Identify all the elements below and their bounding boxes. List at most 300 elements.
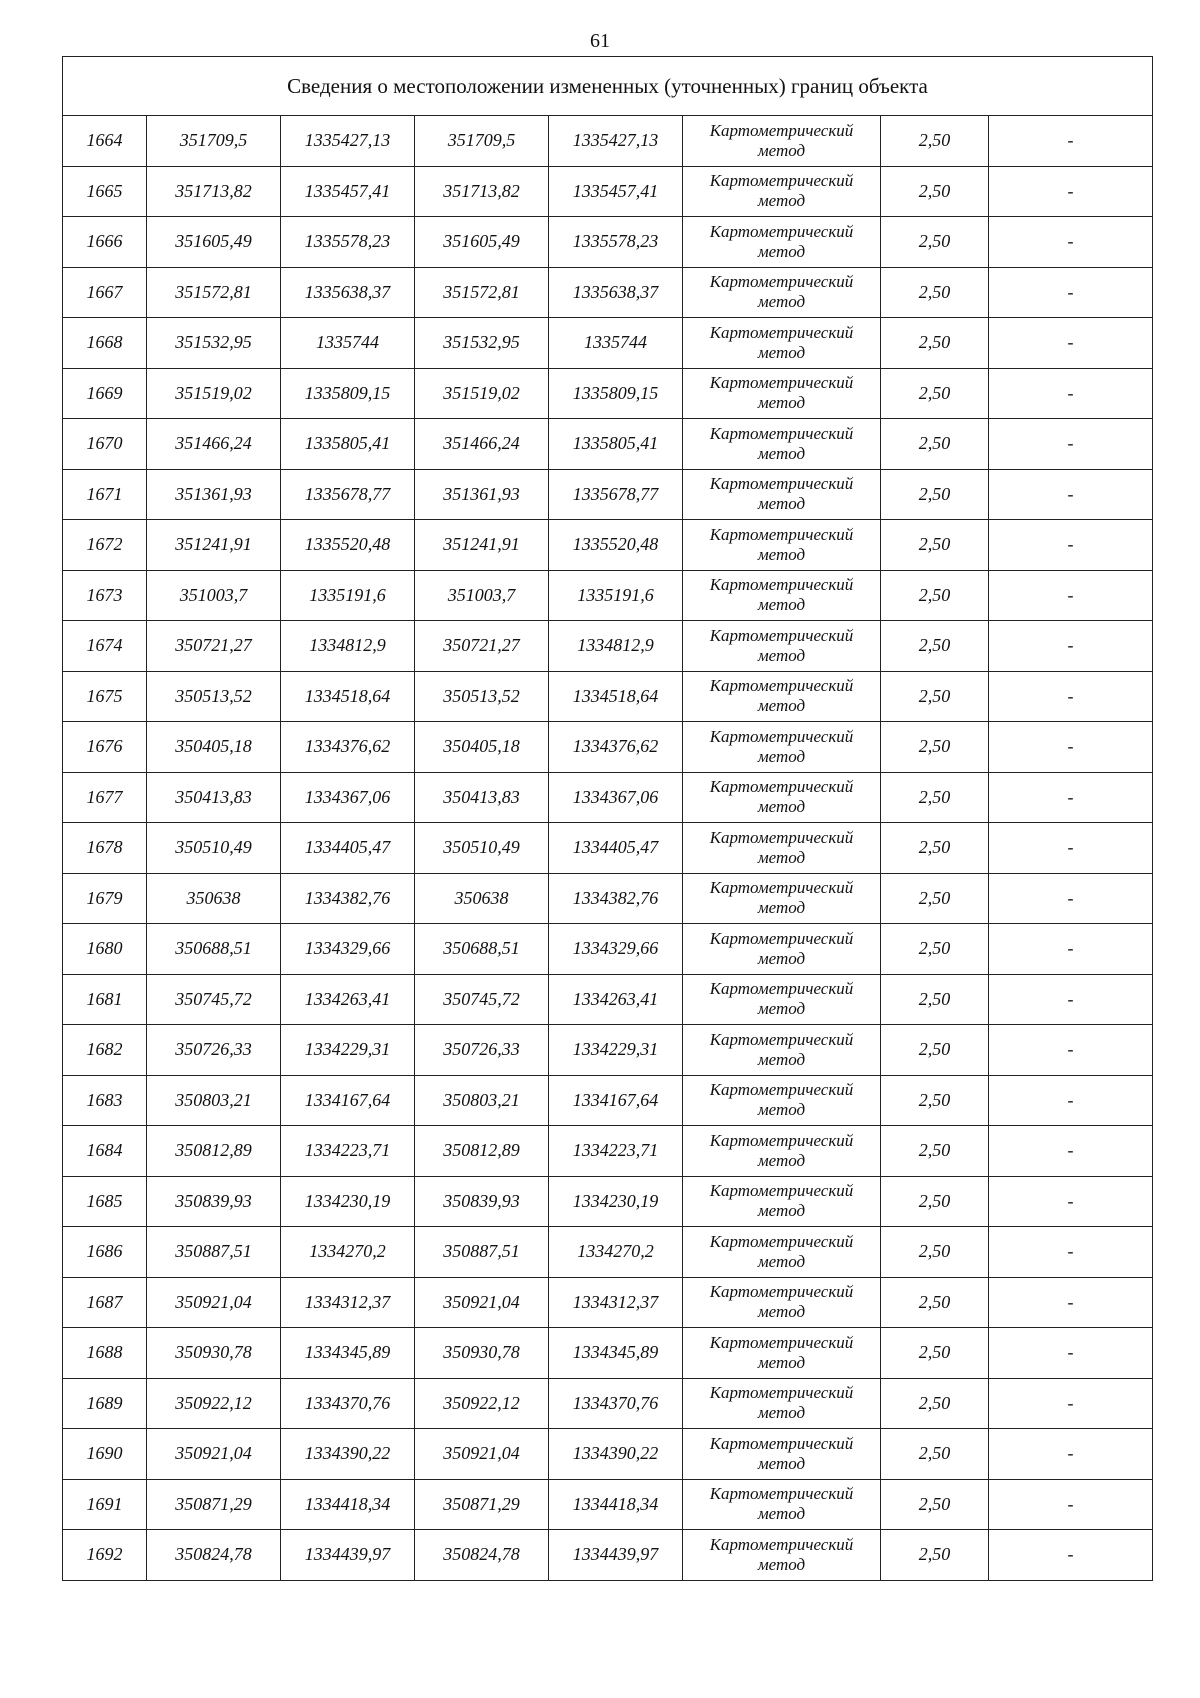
table-row bbox=[63, 166, 1153, 217]
y-new-cell: 1334382,76 bbox=[549, 873, 683, 924]
method-cell bbox=[683, 621, 881, 672]
y-new-cell: 1334270,2 bbox=[549, 1227, 683, 1278]
precision-cell: 2,50 bbox=[881, 520, 989, 571]
x-new-cell: 350930,78 bbox=[415, 1328, 549, 1379]
x-existing-cell: 350638 bbox=[147, 873, 281, 924]
method-cell bbox=[683, 1176, 881, 1227]
table-row bbox=[63, 1176, 1153, 1227]
x-new-cell: 350688,51 bbox=[415, 924, 549, 975]
method-line-1: Картометрический bbox=[709, 272, 854, 292]
description-cell: - bbox=[989, 318, 1153, 369]
method-line-1: Картометрический bbox=[709, 1484, 854, 1504]
x-existing-cell: 350745,72 bbox=[147, 974, 281, 1025]
x-new-cell: 350839,93 bbox=[415, 1176, 549, 1227]
method-line-1: Картометрический bbox=[709, 1332, 854, 1352]
y-new-cell: 1334167,64 bbox=[549, 1075, 683, 1126]
table-row bbox=[63, 419, 1153, 470]
method-line-1: Картометрический bbox=[709, 979, 854, 999]
method-cell bbox=[683, 1126, 881, 1177]
method-line-2: метод bbox=[757, 595, 806, 615]
method-line-1: Картометрический bbox=[709, 1181, 854, 1201]
x-existing-cell: 350839,93 bbox=[147, 1176, 281, 1227]
precision-cell: 2,50 bbox=[881, 823, 989, 874]
x-existing-cell: 350726,33 bbox=[147, 1025, 281, 1076]
description-cell: - bbox=[989, 621, 1153, 672]
y-new-cell: 1335809,15 bbox=[549, 368, 683, 419]
description-cell: - bbox=[989, 823, 1153, 874]
description-cell: - bbox=[989, 1530, 1153, 1581]
y-new-cell: 1334439,97 bbox=[549, 1530, 683, 1581]
point-number-cell: 1680 bbox=[63, 924, 147, 975]
point-number-cell: 1679 bbox=[63, 873, 147, 924]
description-cell: - bbox=[989, 1126, 1153, 1177]
method-line-1: Картометрический bbox=[709, 928, 854, 948]
y-new-cell: 1334263,41 bbox=[549, 974, 683, 1025]
y-new-cell: 1334229,31 bbox=[549, 1025, 683, 1076]
point-number-cell: 1686 bbox=[63, 1227, 147, 1278]
x-existing-cell: 350513,52 bbox=[147, 671, 281, 722]
point-number-cell: 1674 bbox=[63, 621, 147, 672]
description-cell: - bbox=[989, 1025, 1153, 1076]
y-new-cell: 1334223,71 bbox=[549, 1126, 683, 1177]
x-existing-cell: 350824,78 bbox=[147, 1530, 281, 1581]
method-line-2: метод bbox=[757, 948, 806, 968]
x-new-cell: 351713,82 bbox=[415, 166, 549, 217]
method-cell bbox=[683, 873, 881, 924]
table-row bbox=[63, 267, 1153, 318]
point-number-cell: 1692 bbox=[63, 1530, 147, 1581]
precision-cell: 2,50 bbox=[881, 1277, 989, 1328]
table-row bbox=[63, 1025, 1153, 1076]
method-line-2: метод bbox=[757, 1302, 806, 1322]
x-new-cell: 350745,72 bbox=[415, 974, 549, 1025]
y-existing-cell: 1334230,19 bbox=[281, 1176, 415, 1227]
boundary-coordinates-table bbox=[62, 56, 1153, 1581]
method-cell bbox=[683, 671, 881, 722]
y-existing-cell: 1334229,31 bbox=[281, 1025, 415, 1076]
point-number-cell: 1678 bbox=[63, 823, 147, 874]
method-cell bbox=[683, 166, 881, 217]
precision-cell: 2,50 bbox=[881, 419, 989, 470]
precision-cell: 2,50 bbox=[881, 722, 989, 773]
x-existing-cell: 350405,18 bbox=[147, 722, 281, 773]
y-new-cell: 1335457,41 bbox=[549, 166, 683, 217]
y-existing-cell: 1334439,97 bbox=[281, 1530, 415, 1581]
y-new-cell: 1334418,34 bbox=[549, 1479, 683, 1530]
precision-cell: 2,50 bbox=[881, 469, 989, 520]
x-existing-cell: 351003,7 bbox=[147, 570, 281, 621]
description-cell: - bbox=[989, 116, 1153, 167]
y-new-cell: 1334376,62 bbox=[549, 722, 683, 773]
x-existing-cell: 351466,24 bbox=[147, 419, 281, 470]
method-cell bbox=[683, 217, 881, 268]
y-existing-cell: 1334418,34 bbox=[281, 1479, 415, 1530]
method-line-1: Картометрический bbox=[709, 1534, 854, 1554]
description-cell: - bbox=[989, 1429, 1153, 1480]
precision-cell: 2,50 bbox=[881, 1176, 989, 1227]
y-existing-cell: 1335191,6 bbox=[281, 570, 415, 621]
precision-cell: 2,50 bbox=[881, 1530, 989, 1581]
x-existing-cell: 351605,49 bbox=[147, 217, 281, 268]
y-existing-cell: 1335457,41 bbox=[281, 166, 415, 217]
y-existing-cell: 1334270,2 bbox=[281, 1227, 415, 1278]
method-line-1: Картометрический bbox=[709, 1130, 854, 1150]
y-existing-cell: 1335744 bbox=[281, 318, 415, 369]
method-line-1: Картометрический bbox=[709, 171, 854, 191]
table-row bbox=[63, 1075, 1153, 1126]
table-title: Сведения о местоположении измененных (уточненных) границ объекта bbox=[63, 57, 1153, 116]
description-cell: - bbox=[989, 722, 1153, 773]
method-line-1: Картометрический bbox=[709, 625, 854, 645]
description-cell: - bbox=[989, 1328, 1153, 1379]
precision-cell: 2,50 bbox=[881, 166, 989, 217]
method-cell bbox=[683, 1025, 881, 1076]
precision-cell: 2,50 bbox=[881, 1227, 989, 1278]
point-number-cell: 1690 bbox=[63, 1429, 147, 1480]
description-cell: - bbox=[989, 1378, 1153, 1429]
x-existing-cell: 350922,12 bbox=[147, 1378, 281, 1429]
y-existing-cell: 1334376,62 bbox=[281, 722, 415, 773]
table-row bbox=[63, 772, 1153, 823]
precision-cell: 2,50 bbox=[881, 1378, 989, 1429]
y-existing-cell: 1334405,47 bbox=[281, 823, 415, 874]
table-row bbox=[63, 873, 1153, 924]
method-line-1: Картометрический bbox=[709, 676, 854, 696]
precision-cell: 2,50 bbox=[881, 1328, 989, 1379]
method-line-1: Картометрический bbox=[709, 827, 854, 847]
y-new-cell: 1335744 bbox=[549, 318, 683, 369]
method-line-2: метод bbox=[757, 696, 806, 716]
x-new-cell: 350510,49 bbox=[415, 823, 549, 874]
y-existing-cell: 1334263,41 bbox=[281, 974, 415, 1025]
method-line-2: метод bbox=[757, 342, 806, 362]
method-line-2: метод bbox=[757, 1352, 806, 1372]
x-existing-cell: 351709,5 bbox=[147, 116, 281, 167]
precision-cell: 2,50 bbox=[881, 570, 989, 621]
method-line-2: метод bbox=[757, 292, 806, 312]
description-cell: - bbox=[989, 924, 1153, 975]
description-cell: - bbox=[989, 570, 1153, 621]
table-row bbox=[63, 1328, 1153, 1379]
y-existing-cell: 1334223,71 bbox=[281, 1126, 415, 1177]
precision-cell: 2,50 bbox=[881, 772, 989, 823]
method-line-1: Картометрический bbox=[709, 726, 854, 746]
method-cell bbox=[683, 823, 881, 874]
method-cell bbox=[683, 772, 881, 823]
x-new-cell: 350638 bbox=[415, 873, 549, 924]
point-number-cell: 1684 bbox=[63, 1126, 147, 1177]
table-title-row bbox=[63, 57, 1153, 116]
method-line-1: Картометрический bbox=[709, 120, 854, 140]
method-line-2: метод bbox=[757, 1403, 806, 1423]
description-cell: - bbox=[989, 1075, 1153, 1126]
x-new-cell: 351532,95 bbox=[415, 318, 549, 369]
method-line-1: Картометрический bbox=[709, 878, 854, 898]
y-new-cell: 1335638,37 bbox=[549, 267, 683, 318]
y-existing-cell: 1334812,9 bbox=[281, 621, 415, 672]
x-existing-cell: 350510,49 bbox=[147, 823, 281, 874]
description-cell: - bbox=[989, 671, 1153, 722]
method-cell bbox=[683, 520, 881, 571]
description-cell: - bbox=[989, 1277, 1153, 1328]
description-cell: - bbox=[989, 267, 1153, 318]
point-number-cell: 1668 bbox=[63, 318, 147, 369]
precision-cell: 2,50 bbox=[881, 873, 989, 924]
y-new-cell: 1334312,37 bbox=[549, 1277, 683, 1328]
x-existing-cell: 351241,91 bbox=[147, 520, 281, 571]
y-new-cell: 1335805,41 bbox=[549, 419, 683, 470]
point-number-cell: 1664 bbox=[63, 116, 147, 167]
method-line-1: Картометрический bbox=[709, 474, 854, 494]
description-cell: - bbox=[989, 419, 1153, 470]
y-existing-cell: 1335638,37 bbox=[281, 267, 415, 318]
method-line-2: метод bbox=[757, 443, 806, 463]
y-existing-cell: 1334518,64 bbox=[281, 671, 415, 722]
method-cell bbox=[683, 267, 881, 318]
point-number-cell: 1666 bbox=[63, 217, 147, 268]
y-existing-cell: 1335520,48 bbox=[281, 520, 415, 571]
method-cell bbox=[683, 1227, 881, 1278]
method-line-1: Картометрический bbox=[709, 1433, 854, 1453]
y-new-cell: 1334812,9 bbox=[549, 621, 683, 672]
table-row bbox=[63, 1429, 1153, 1480]
y-new-cell: 1334345,89 bbox=[549, 1328, 683, 1379]
description-cell: - bbox=[989, 772, 1153, 823]
y-new-cell: 1334370,76 bbox=[549, 1378, 683, 1429]
point-number-cell: 1676 bbox=[63, 722, 147, 773]
method-line-1: Картометрический bbox=[709, 1282, 854, 1302]
y-new-cell: 1335520,48 bbox=[549, 520, 683, 571]
method-line-2: метод bbox=[757, 1150, 806, 1170]
y-existing-cell: 1335427,13 bbox=[281, 116, 415, 167]
method-line-2: метод bbox=[757, 1201, 806, 1221]
y-existing-cell: 1334345,89 bbox=[281, 1328, 415, 1379]
x-new-cell: 351241,91 bbox=[415, 520, 549, 571]
method-line-1: Картометрический bbox=[709, 221, 854, 241]
table-row bbox=[63, 520, 1153, 571]
method-cell bbox=[683, 974, 881, 1025]
y-existing-cell: 1335678,77 bbox=[281, 469, 415, 520]
point-number-cell: 1691 bbox=[63, 1479, 147, 1530]
method-line-1: Картометрический bbox=[709, 1080, 854, 1100]
description-cell: - bbox=[989, 1227, 1153, 1278]
method-line-2: метод bbox=[757, 898, 806, 918]
table-row bbox=[63, 924, 1153, 975]
precision-cell: 2,50 bbox=[881, 318, 989, 369]
description-cell: - bbox=[989, 217, 1153, 268]
method-line-2: метод bbox=[757, 241, 806, 261]
y-new-cell: 1335191,6 bbox=[549, 570, 683, 621]
method-cell bbox=[683, 318, 881, 369]
y-existing-cell: 1335805,41 bbox=[281, 419, 415, 470]
x-existing-cell: 351519,02 bbox=[147, 368, 281, 419]
y-existing-cell: 1334382,76 bbox=[281, 873, 415, 924]
x-existing-cell: 351532,95 bbox=[147, 318, 281, 369]
y-new-cell: 1334230,19 bbox=[549, 1176, 683, 1227]
description-cell: - bbox=[989, 368, 1153, 419]
x-new-cell: 350824,78 bbox=[415, 1530, 549, 1581]
precision-cell: 2,50 bbox=[881, 368, 989, 419]
method-cell bbox=[683, 116, 881, 167]
x-new-cell: 351572,81 bbox=[415, 267, 549, 318]
table-row bbox=[63, 974, 1153, 1025]
y-existing-cell: 1334329,66 bbox=[281, 924, 415, 975]
point-number-cell: 1665 bbox=[63, 166, 147, 217]
point-number-cell: 1671 bbox=[63, 469, 147, 520]
method-line-1: Картометрический bbox=[709, 524, 854, 544]
y-new-cell: 1335578,23 bbox=[549, 217, 683, 268]
method-line-2: метод bbox=[757, 645, 806, 665]
y-new-cell: 1334367,06 bbox=[549, 772, 683, 823]
precision-cell: 2,50 bbox=[881, 1126, 989, 1177]
table-row bbox=[63, 1227, 1153, 1278]
table-row bbox=[63, 1277, 1153, 1328]
method-line-2: метод bbox=[757, 999, 806, 1019]
table-row bbox=[63, 1378, 1153, 1429]
y-existing-cell: 1334312,37 bbox=[281, 1277, 415, 1328]
method-line-2: метод bbox=[757, 140, 806, 160]
table-row bbox=[63, 318, 1153, 369]
method-line-2: метод bbox=[757, 1100, 806, 1120]
y-existing-cell: 1334167,64 bbox=[281, 1075, 415, 1126]
point-number-cell: 1688 bbox=[63, 1328, 147, 1379]
point-number-cell: 1683 bbox=[63, 1075, 147, 1126]
description-cell: - bbox=[989, 166, 1153, 217]
method-line-2: метод bbox=[757, 1504, 806, 1524]
precision-cell: 2,50 bbox=[881, 217, 989, 268]
y-existing-cell: 1334367,06 bbox=[281, 772, 415, 823]
point-number-cell: 1672 bbox=[63, 520, 147, 571]
method-cell bbox=[683, 1328, 881, 1379]
table-row bbox=[63, 368, 1153, 419]
x-existing-cell: 350871,29 bbox=[147, 1479, 281, 1530]
x-new-cell: 351709,5 bbox=[415, 116, 549, 167]
table-row bbox=[63, 671, 1153, 722]
x-new-cell: 350726,33 bbox=[415, 1025, 549, 1076]
method-line-2: метод bbox=[757, 1049, 806, 1069]
x-existing-cell: 350921,04 bbox=[147, 1429, 281, 1480]
method-cell bbox=[683, 469, 881, 520]
y-new-cell: 1334390,22 bbox=[549, 1429, 683, 1480]
table-row bbox=[63, 621, 1153, 672]
x-existing-cell: 351361,93 bbox=[147, 469, 281, 520]
description-cell: - bbox=[989, 1176, 1153, 1227]
description-cell: - bbox=[989, 469, 1153, 520]
x-new-cell: 350413,83 bbox=[415, 772, 549, 823]
x-existing-cell: 350803,21 bbox=[147, 1075, 281, 1126]
x-new-cell: 351519,02 bbox=[415, 368, 549, 419]
x-new-cell: 351605,49 bbox=[415, 217, 549, 268]
method-line-1: Картометрический bbox=[709, 777, 854, 797]
point-number-cell: 1673 bbox=[63, 570, 147, 621]
point-number-cell: 1682 bbox=[63, 1025, 147, 1076]
table-row bbox=[63, 217, 1153, 268]
precision-cell: 2,50 bbox=[881, 974, 989, 1025]
method-line-2: метод bbox=[757, 1251, 806, 1271]
x-existing-cell: 351572,81 bbox=[147, 267, 281, 318]
point-number-cell: 1685 bbox=[63, 1176, 147, 1227]
method-cell bbox=[683, 924, 881, 975]
description-cell: - bbox=[989, 520, 1153, 571]
method-line-1: Картометрический bbox=[709, 575, 854, 595]
point-number-cell: 1669 bbox=[63, 368, 147, 419]
point-number-cell: 1675 bbox=[63, 671, 147, 722]
method-line-1: Картометрический bbox=[709, 1029, 854, 1049]
x-existing-cell: 350921,04 bbox=[147, 1277, 281, 1328]
table-row bbox=[63, 1126, 1153, 1177]
y-new-cell: 1334518,64 bbox=[549, 671, 683, 722]
table-row bbox=[63, 570, 1153, 621]
precision-cell: 2,50 bbox=[881, 1025, 989, 1076]
table-row bbox=[63, 1530, 1153, 1581]
x-new-cell: 350721,27 bbox=[415, 621, 549, 672]
x-new-cell: 350803,21 bbox=[415, 1075, 549, 1126]
method-cell bbox=[683, 1277, 881, 1328]
table-row bbox=[63, 722, 1153, 773]
point-number-cell: 1681 bbox=[63, 974, 147, 1025]
method-line-2: метод bbox=[757, 191, 806, 211]
y-new-cell: 1334405,47 bbox=[549, 823, 683, 874]
x-existing-cell: 351713,82 bbox=[147, 166, 281, 217]
x-new-cell: 350922,12 bbox=[415, 1378, 549, 1429]
table-row bbox=[63, 823, 1153, 874]
table-row bbox=[63, 469, 1153, 520]
x-new-cell: 350921,04 bbox=[415, 1429, 549, 1480]
precision-cell: 2,50 bbox=[881, 1429, 989, 1480]
method-cell bbox=[683, 1429, 881, 1480]
description-cell: - bbox=[989, 873, 1153, 924]
x-existing-cell: 350688,51 bbox=[147, 924, 281, 975]
point-number-cell: 1677 bbox=[63, 772, 147, 823]
y-existing-cell: 1335578,23 bbox=[281, 217, 415, 268]
method-cell bbox=[683, 419, 881, 470]
method-line-2: метод bbox=[757, 393, 806, 413]
method-line-2: метод bbox=[757, 1453, 806, 1473]
precision-cell: 2,50 bbox=[881, 1479, 989, 1530]
point-number-cell: 1687 bbox=[63, 1277, 147, 1328]
method-cell bbox=[683, 368, 881, 419]
y-existing-cell: 1335809,15 bbox=[281, 368, 415, 419]
method-cell bbox=[683, 722, 881, 773]
precision-cell: 2,50 bbox=[881, 1075, 989, 1126]
y-new-cell: 1334329,66 bbox=[549, 924, 683, 975]
point-number-cell: 1667 bbox=[63, 267, 147, 318]
x-new-cell: 350513,52 bbox=[415, 671, 549, 722]
y-new-cell: 1335427,13 bbox=[549, 116, 683, 167]
x-existing-cell: 350930,78 bbox=[147, 1328, 281, 1379]
precision-cell: 2,50 bbox=[881, 924, 989, 975]
x-new-cell: 350921,04 bbox=[415, 1277, 549, 1328]
method-line-1: Картометрический bbox=[709, 423, 854, 443]
point-number-cell: 1689 bbox=[63, 1378, 147, 1429]
precision-cell: 2,50 bbox=[881, 267, 989, 318]
x-existing-cell: 350413,83 bbox=[147, 772, 281, 823]
x-new-cell: 350812,89 bbox=[415, 1126, 549, 1177]
method-cell bbox=[683, 570, 881, 621]
x-new-cell: 351003,7 bbox=[415, 570, 549, 621]
y-new-cell: 1335678,77 bbox=[549, 469, 683, 520]
method-line-2: метод bbox=[757, 847, 806, 867]
precision-cell: 2,50 bbox=[881, 671, 989, 722]
point-number-cell: 1670 bbox=[63, 419, 147, 470]
method-line-1: Картометрический bbox=[709, 1231, 854, 1251]
x-new-cell: 351466,24 bbox=[415, 419, 549, 470]
precision-cell: 2,50 bbox=[881, 116, 989, 167]
table-row bbox=[63, 1479, 1153, 1530]
x-existing-cell: 350812,89 bbox=[147, 1126, 281, 1177]
page-number: 61 bbox=[590, 30, 610, 52]
method-cell bbox=[683, 1378, 881, 1429]
